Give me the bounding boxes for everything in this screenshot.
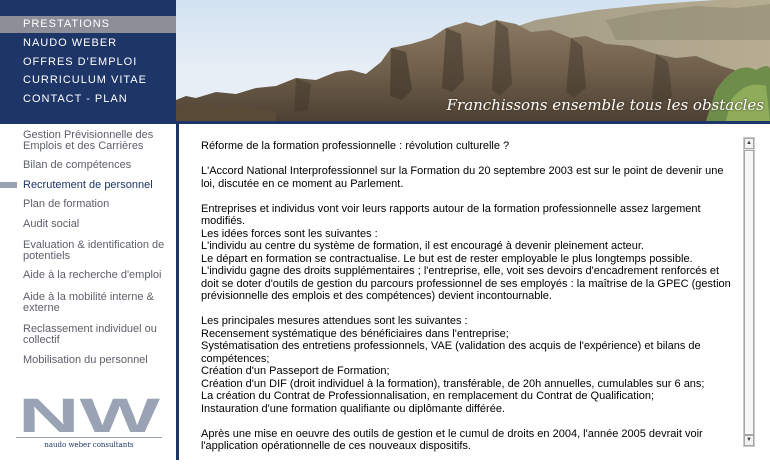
- article-paragraph: L'Accord National Interprofessionnel sur la Formation du 20 septembre 2003 est sur le point de devenir une loi, discutée en ce moment au Parlement.: [201, 165, 724, 190]
- sidebar-item-gpec[interactable]: Gestion Prévisionnelle des Emplois et des Carrières: [23, 129, 154, 152]
- down-arrow-icon[interactable]: ▼: [744, 435, 754, 446]
- up-arrow-icon[interactable]: ▲: [744, 138, 754, 149]
- article-title: Réforme de la formation professionnelle : révolution culturelle ?: [201, 140, 510, 152]
- nav-item-contact-plan[interactable]: CONTACT - PLAN: [23, 93, 128, 105]
- sidebar-item-audit-social[interactable]: Audit social: [23, 218, 80, 230]
- sidebar-item-recrutement[interactable]: Recrutement de personnel: [23, 179, 153, 191]
- sidebar-divider: [176, 121, 179, 460]
- article-paragraph: Entreprises et individus vont voir leurs rapports autour de la formation professionnelle assez largement modifiés. Les idées forces sont les suivantes : L'individu au centre du système de formation, il est encouragé à devenir pleinement acteur. Le départ en formation se contractualise. Le but est de rester employable le plus longtemps possible. L'individu gagne des droits supplémentaires ; l'entreprise, elle, voit ses devoirs d'encadrement renforcés et doit se doter d'outils de gestion du parcours professionnel de ses employés : la maîtrise de la GPEC (gestion prévisionnelle des emplois et des compétences) devient incontournable.: [201, 202, 731, 302]
- nav-item-offres-emploi[interactable]: OFFRES D'EMPLOI: [23, 56, 138, 68]
- nav-item-curriculum-vitae[interactable]: CURRICULUM VITAE: [23, 74, 147, 86]
- top-navigation: [0, 0, 176, 121]
- sidebar-item-aide-mobilite[interactable]: Aide à la mobilité interne & externe: [23, 291, 154, 314]
- nav-item-naudo-weber[interactable]: NAUDO WEBER: [23, 37, 118, 49]
- logo-letters: NW: [18, 398, 162, 434]
- logo-rule: [16, 437, 162, 438]
- article-paragraph: Après une mise en oeuvre des outils de gestion et le cumul de droits en 2004, l'année 2005 devrait voir l'application opérationnelle de ces nouveaux dispositifs.: [201, 427, 703, 452]
- sidebar-item-plan-formation[interactable]: Plan de formation: [23, 198, 110, 210]
- logo-caption: naudo weber consultants: [44, 441, 134, 449]
- nav-item-prestations[interactable]: PRESTATIONS: [0, 16, 176, 33]
- sidebar-item-bilan-competences[interactable]: Bilan de compétences: [23, 159, 132, 171]
- article-paragraph: Les principales mesures attendues sont les suivantes : Recensement systématique des bénéficiaires dans l'entreprise; Systématisation des entretiens professionnels, VAE (validation des acquis de l'expérience) et bilans de compétences; Création d'un Passeport de Formation; Création d'un DIF (droit individuel à la formation), transférable, de 20h annuelles, cumulables sur 6 ans; La création du Contrat de Professionnalisation, en remplacement du Contrat de Qualification; Instauration d'une formation qualifiante ou diplômante différée.: [201, 315, 705, 415]
- header-banner: [176, 0, 770, 121]
- article-content: [201, 140, 736, 465]
- content-scrollbar[interactable]: [743, 137, 755, 447]
- sidebar-item-mobilisation[interactable]: Mobilisation du personnel: [23, 354, 148, 366]
- sidebar-item-reclassement[interactable]: Reclassement individuel ou collectif: [23, 323, 157, 346]
- sidebar-item-evaluation[interactable]: Evaluation & identification de potentiels: [23, 239, 165, 262]
- scroll-thumb[interactable]: [744, 150, 754, 435]
- naudo-weber-logo: [16, 398, 162, 434]
- sidebar-item-aide-recherche-emploi[interactable]: Aide à la recherche d'emploi: [23, 269, 162, 281]
- banner-tagline: Franchissons ensemble tous les obstacles: [446, 96, 764, 114]
- active-item-marker: [0, 182, 17, 188]
